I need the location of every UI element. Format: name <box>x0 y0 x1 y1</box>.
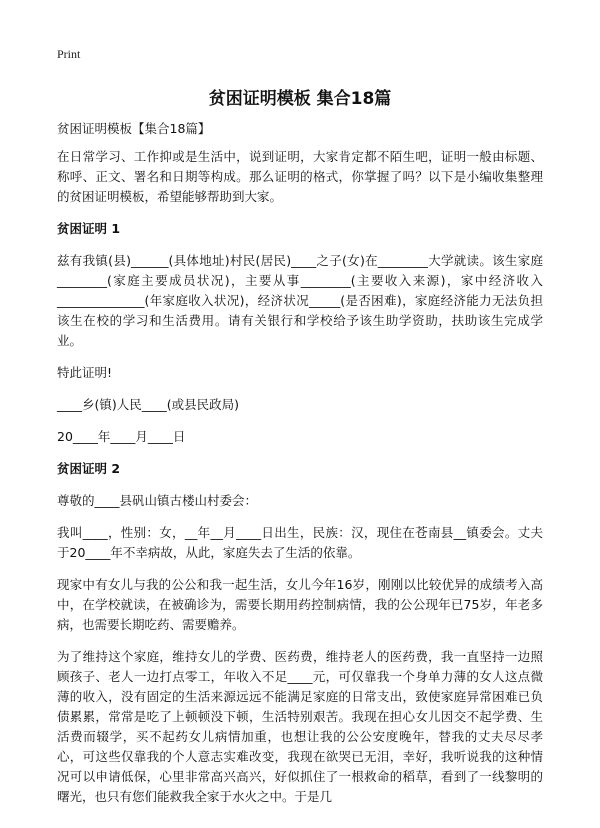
print-label[interactable]: Print <box>57 47 81 61</box>
intro-paragraph: 在日常学习、工作抑或是生活中，说到证明，大家肯定都不陌生吧，证明一般由标题、称呼、正文、署名和日期等构成。那么证明的格式，你掌握了吗？以下是小编收集整理的贫困证明模板，希望能够帮助到大家。 <box>57 149 543 204</box>
document-body <box>57 119 543 807</box>
section-1-signature: ____乡(镇)人民____(或县民政局) <box>57 397 240 412</box>
section-2-heading: 贫困证明 2 <box>57 461 121 476</box>
section-2-paragraph-2: 现家中有女儿与我的公公和我一起生活，女儿今年16岁，刚刚以比较优异的成绩考入高中，在学校就读，在被确诊为，需要长期用药控制病情，我的公公现年已75岁，年老多病，也需要长期吃药、需要赡养。 <box>57 577 543 632</box>
section-1-body: 兹有我镇(县)______(具体地址)村民(居民)____之子(女)在________大学就读。该生家庭________(家庭主要成员状况)，主要从事________(主要收入来源)，家中经济收入______________(年家庭收入状况)，经济状况_____(是否困难)，家庭经济能力无法负担该生在校的学习和生活费用。请有关银行和学校给予该生助学资助，扶助该生完成学业。 <box>57 253 543 348</box>
section-1-heading: 贫困证明 1 <box>57 221 121 236</box>
document-subtitle: 贫困证明模板【集合18篇】 <box>57 121 211 136</box>
section-2-paragraph-3: 为了维持这个家庭，维持女儿的学费、医药费，维持老人的医药费，我一直坚持一边照顾孩子、老人一边打点零工，年收入不足____元，可仅靠我一个身单力薄的女人这点微薄的收入，没有固定的生活来源远远不能满足家庭的日常支出，致使家庭异常困难已负债累累，常常是吃了上顿顿没下顿，生活特别艰苦。我现在担心女儿因交不起学费、生活费而辍学，买不起药女儿病情加重，也想让我的公公安度晚年，替我的丈夫尽尽孝心，可这些仅靠我的个人意志实难改变，我现在欲哭已无泪，幸好，我听说我的这种情况可以申请低保，心里非常高兴高兴，好似抓住了一根救命的稻草，看到了一线黎明的曙光，也只有您们能救我全家于水火之中。于是几 <box>57 649 543 804</box>
section-2-greeting: 尊敬的____县矾山镇古楼山村委会： <box>57 493 258 508</box>
section-1-closing: 特此证明! <box>57 365 113 380</box>
page-title: 贫困证明模板 集合18篇 <box>208 89 392 109</box>
section-2-paragraph-1: 我叫____，性别：女，__年__月____日出生，民族：汉，现住在苍南县__镇委会。丈夫于20____年不幸病故，从此，家庭失去了生活的依靠。 <box>57 525 543 560</box>
section-1-date: 20____年____月____日 <box>57 429 186 444</box>
